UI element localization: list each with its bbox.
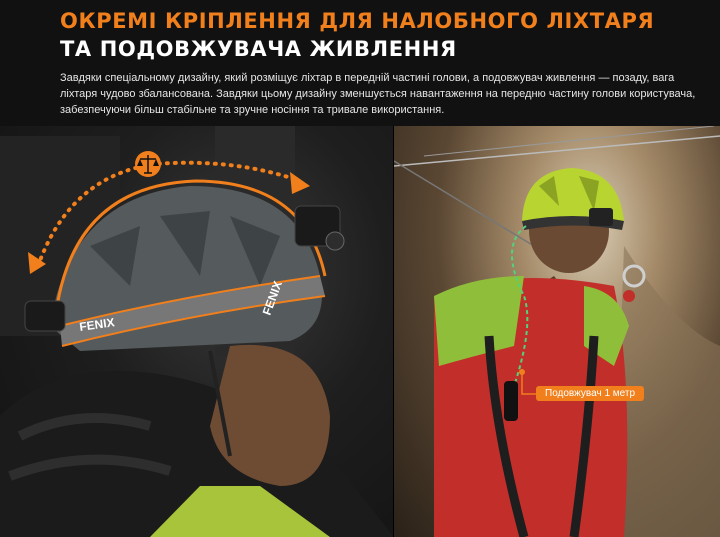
title-line-2: ТА ПОДОВЖУВАЧА ЖИВЛЕННЯ [60,37,457,61]
helmet-photo [0,126,394,537]
header [0,0,720,126]
rear-battery-unit [25,301,65,331]
climber-headlamp [589,208,613,226]
headlamp-lens [326,232,344,250]
description-line-1: Завдяки спеціальному дизайну, який розміщує ліхтар в передній частині голови, а подовжувач живлення — позаду, вага [60,72,675,84]
helmet-illustration [0,126,394,537]
climber-photo [394,126,720,537]
description [60,70,696,118]
scale-balance-icon [135,151,161,177]
climber-illustration [394,126,720,537]
battery-pack [504,381,518,421]
strap-brand-text: FENIX [78,315,116,334]
rope [394,161,534,246]
extension-callout-label: Подовжувач 1 метр [536,386,644,401]
title-line-1: ОКРЕМІ КРІПЛЕННЯ ДЛЯ НАЛОБНОГО ЛІХТАРЯ [60,9,655,33]
description-line-2: ліхтаря чудово збалансована. Завдяки цьому дизайну зменшується навантаження на передню частину голови користувача, [60,88,696,100]
strap-brand-text-2: FENIX [259,279,285,318]
rope [394,136,720,166]
description-line-3: забезпечуючи більш стабільне та зручне носіння та тривале використання. [60,104,445,116]
curved-arrow-icon-right [290,172,310,194]
rope-device [623,290,635,302]
